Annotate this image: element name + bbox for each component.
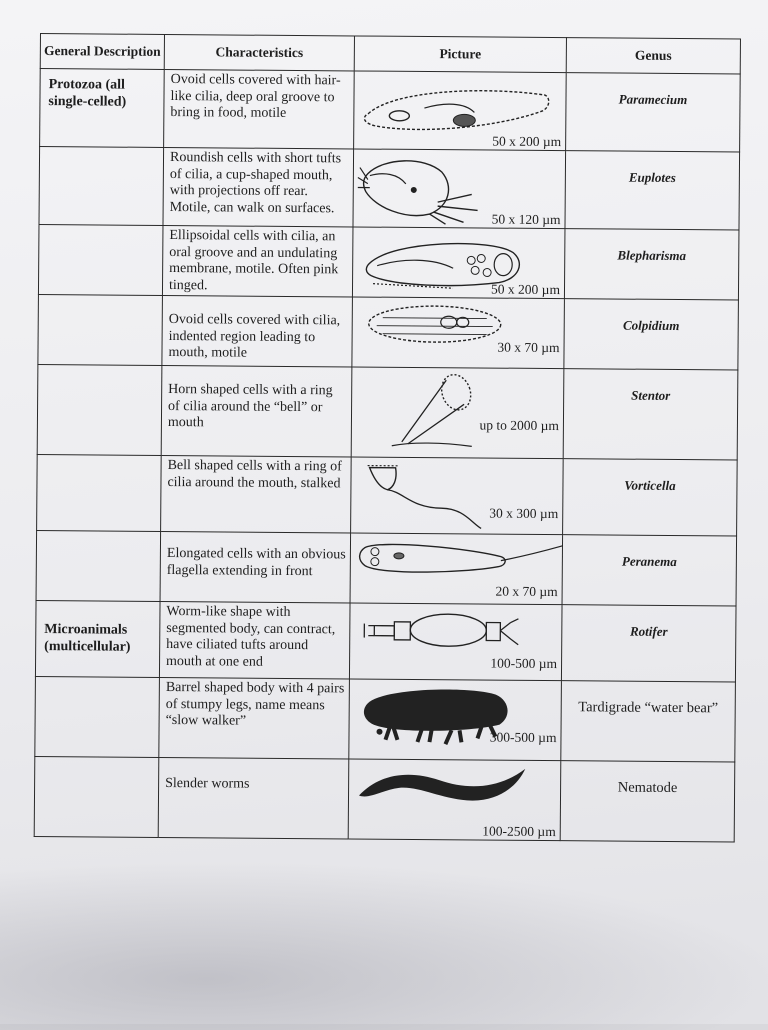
organism-table (34, 33, 741, 842)
header-genus: Genus (566, 38, 740, 74)
table-row (35, 600, 736, 681)
characteristics-text: Horn shaped cells with a ring of cilia around the “bell” or mouth (167, 382, 333, 431)
genus-cell (565, 151, 740, 230)
size-label: 50 x 120 µm (491, 211, 561, 228)
group-cell (34, 756, 159, 837)
genus-name: Paramecium (618, 91, 688, 108)
characteristics-cell (162, 225, 353, 296)
size-label: 50 x 200 µm (491, 281, 561, 298)
group-cell (38, 294, 163, 365)
header-picture: Picture (354, 36, 566, 73)
genus-cell (564, 299, 739, 370)
picture-cell (350, 533, 563, 605)
genus-cell (560, 761, 735, 842)
group-protozoa: Protozoa (all single-celled) (48, 77, 127, 110)
group-cell (35, 600, 160, 677)
picture-cell (352, 227, 565, 299)
genus-name: Blepharisma (617, 247, 687, 264)
characteristics-cell (163, 147, 354, 226)
picture-cell (354, 71, 567, 151)
vorticella-drawing (351, 457, 564, 535)
group-microanimals: Microanimals (multicellular) (44, 622, 131, 655)
size-label: up to 2000 µm (479, 417, 559, 434)
characteristics-text: Roundish cells with short tufts of cilia, a cup-shaped mouth, with projections off rear. Motile, can walk on surfaces. (169, 150, 342, 216)
characteristics-text: Worm-like shape with segmented body, can contract, have ciliated tufts around mouth at one end (166, 604, 336, 670)
header-row (40, 34, 740, 74)
characteristics-text: Barrel shaped body with 4 pairs of stumpy legs, name means “slow walker” (165, 680, 345, 729)
genus-cell (563, 459, 738, 536)
characteristics-cell (161, 365, 352, 456)
size-label: 100-500 µm (490, 655, 558, 672)
group-cell (37, 364, 162, 455)
characteristics-text: Ovoid cells covered with cilia, indented region leading to mouth, motile (168, 312, 341, 361)
worksheet (34, 33, 764, 861)
table-row (35, 676, 736, 761)
picture-cell (351, 367, 564, 459)
characteristics-cell (159, 601, 350, 678)
picture-cell (351, 457, 564, 535)
size-label: 30 x 70 µm (497, 339, 560, 356)
group-cell (38, 224, 163, 295)
size-label: 300-500 µm (489, 729, 557, 746)
size-label: 30 x 300 µm (489, 505, 559, 522)
picture-cell (352, 297, 565, 369)
table-row (37, 364, 738, 459)
characteristics-text: Slender worms (165, 776, 250, 792)
characteristics-text: Ellipsoidal cells with cilia, an oral groove and an undulating membrane, motile. Often pink tinged. (168, 228, 339, 293)
header-description: General Description (40, 34, 164, 70)
genus-name: Colpidium (622, 317, 680, 334)
tardigrade-drawing (349, 679, 562, 761)
genus-name: Stentor (631, 387, 671, 403)
stentor-drawing (352, 367, 565, 459)
characteristics-cell (159, 677, 350, 758)
picture-cell (349, 603, 562, 681)
characteristics-cell (160, 531, 351, 602)
table-row (34, 756, 735, 841)
table-row (38, 224, 739, 299)
table-row (36, 530, 737, 605)
characteristics-text: Elongated cells with an obvious flagella extending in front (166, 546, 346, 579)
genus-cell (564, 229, 739, 300)
group-cell (39, 147, 164, 226)
size-label: 50 x 200 µm (492, 133, 562, 150)
genus-name: Nematode (617, 779, 678, 797)
genus-cell (561, 605, 736, 682)
characteristics-text: Bell shaped cells with a ring of cilia around the mouth, stalked (167, 458, 342, 491)
genus-cell (563, 369, 738, 460)
genus-cell (561, 681, 736, 762)
picture-cell (348, 759, 561, 841)
genus-name: Rotifer (629, 623, 668, 639)
genus-cell (562, 535, 737, 606)
group-cell (35, 676, 160, 757)
size-label: 100-2500 µm (482, 823, 556, 840)
table-row (39, 147, 740, 230)
table-row (38, 294, 739, 369)
picture-cell (353, 149, 566, 229)
group-cell (36, 530, 161, 601)
group-cell (37, 454, 162, 531)
photo-shadow (0, 860, 768, 1030)
characteristics-cell (164, 69, 355, 148)
group-cell (40, 69, 165, 148)
header-characteristics: Characteristics (164, 34, 354, 70)
picture-cell (349, 679, 562, 761)
colpidium-drawing (352, 297, 565, 369)
characteristics-cell (161, 455, 352, 532)
table-row (37, 454, 738, 535)
genus-cell (566, 73, 741, 152)
characteristics-cell (162, 295, 353, 366)
genus-name: Vorticella (624, 477, 676, 494)
table-row (40, 69, 741, 152)
genus-name: Tardigrade “water bear” (578, 699, 719, 717)
characteristics-cell (158, 757, 349, 838)
size-label: 20 x 70 µm (495, 583, 558, 600)
genus-name: Euplotes (628, 169, 676, 185)
characteristics-text: Ovoid cells covered with hair-like cilia, deep oral groove to bring in food, motile (170, 72, 341, 121)
genus-name: Peranema (621, 553, 677, 570)
